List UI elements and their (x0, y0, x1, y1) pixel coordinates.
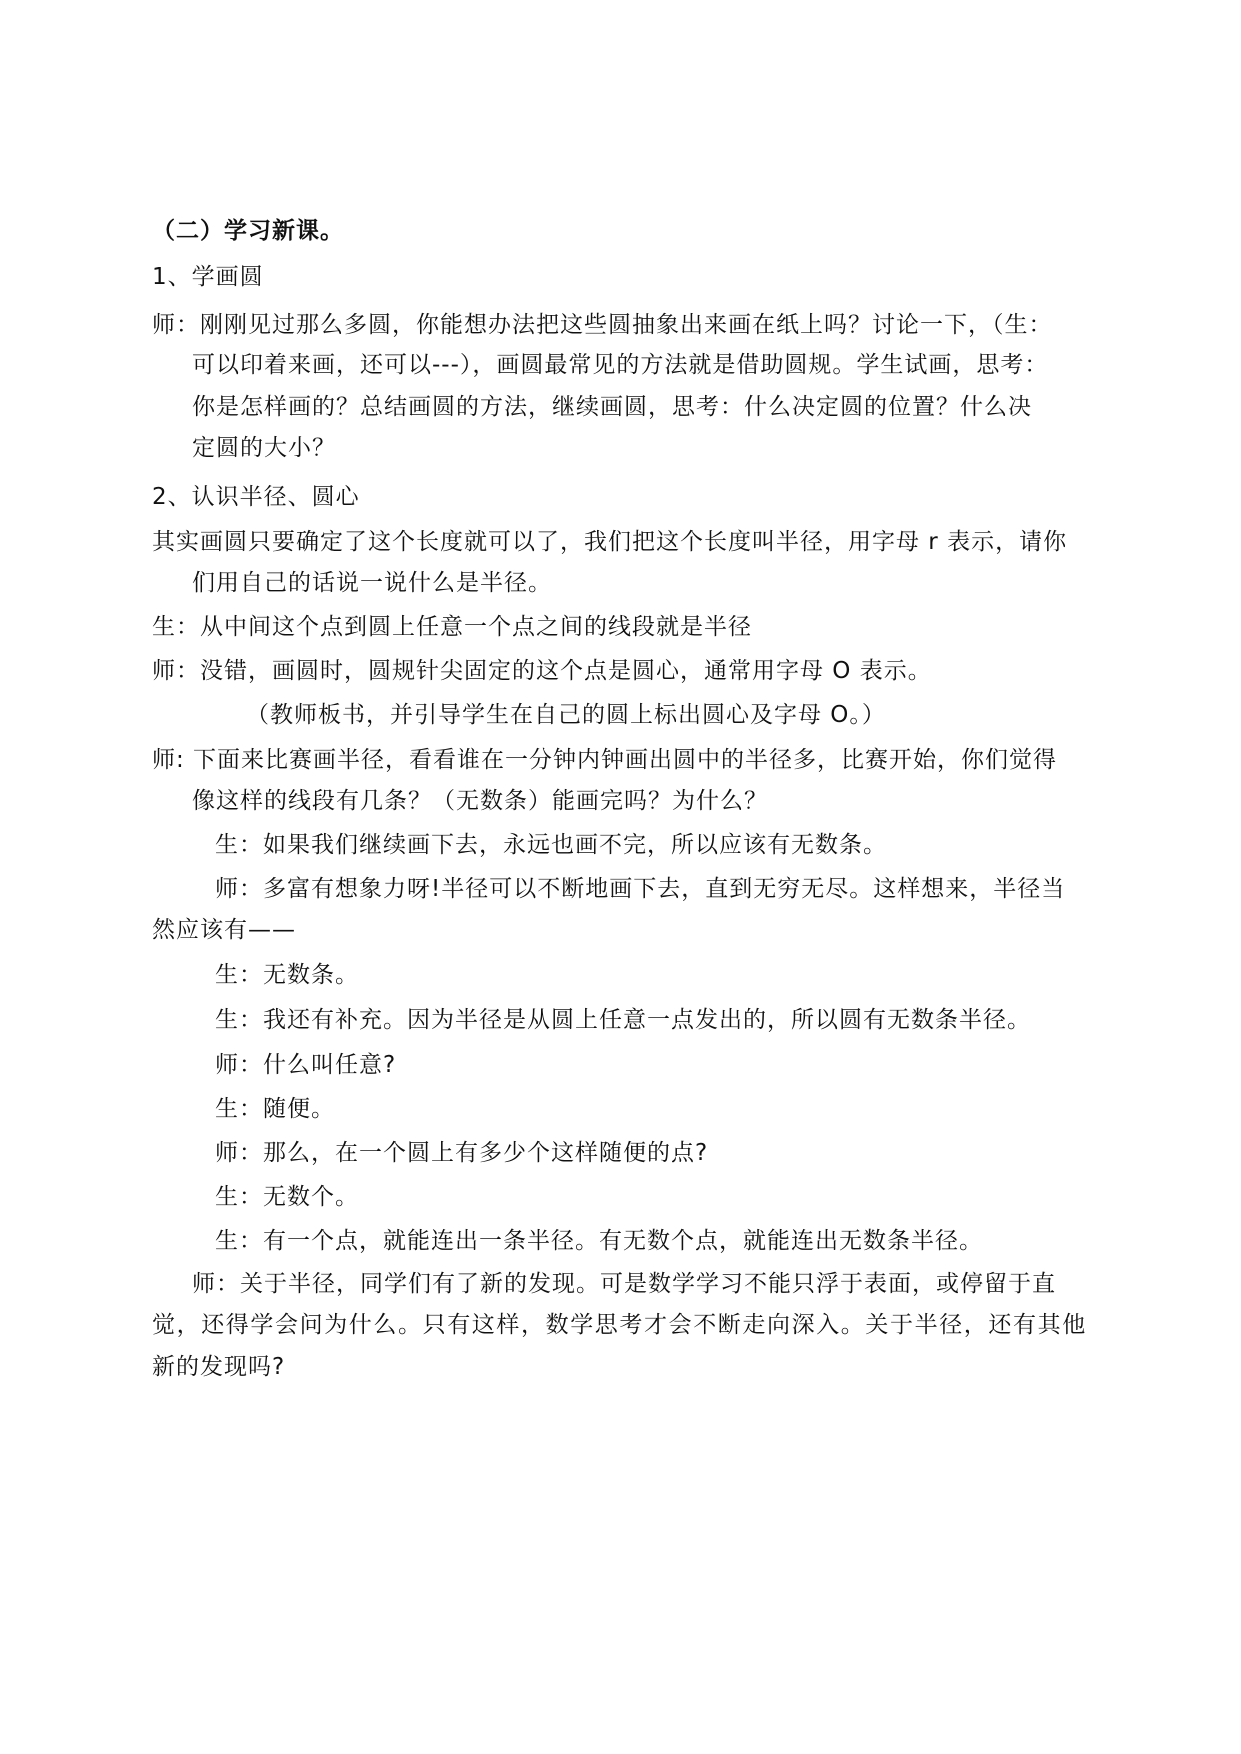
teacher-note: （教师板书，并引导学生在自己的圆上标出圆心及字母 O。） (246, 702, 886, 728)
paragraph-line: 其实画圆只要确定了这个长度就可以了，我们把这个长度叫半径，用字母 r 表示，请你 (152, 529, 1068, 555)
paragraph-line: 定圆的大小？ (192, 435, 336, 461)
dialogue-line: 生：无数个。 (215, 1184, 359, 1210)
dialogue-line: 师：什么叫任意? (215, 1052, 397, 1078)
dialogue-line: 生：有一个点，就能连出一条半径。有无数个点，就能连出无数条半径。 (215, 1228, 983, 1254)
dialogue-line: 生：从中间这个点到圆上任意一个点之间的线段就是半径 (152, 614, 752, 640)
paragraph-line: 像这样的线段有几条？（无数条）能画完吗？为什么？ (192, 788, 768, 814)
dialogue-line: 生：我还有补充。因为半径是从圆上任意一点发出的，所以圆有无数条半径。 (215, 1007, 1031, 1033)
dialogue-line: 生：无数条。 (215, 962, 359, 988)
dialogue-line: 师：那么，在一个圆上有多少个这样随便的点? (215, 1140, 709, 1166)
paragraph-line: 你是怎样画的？总结画圆的方法，继续画圆，思考：什么决定圆的位置？什么决 (192, 394, 1032, 420)
dialogue-line: 师：没错，画圆时，圆规针尖固定的这个点是圆心，通常用字母 O 表示。 (152, 658, 932, 684)
paragraph-line: 可以印着来画，还可以---），画圆最常见的方法就是借助圆规。学生试画，思考： (192, 352, 1049, 378)
dialogue-line: 师: 下面来比赛画半径，看看谁在一分钟内钟画出圆中的半径多，比赛开始，你们觉得 (152, 747, 1058, 773)
section-heading: （二）学习新课。 (152, 218, 344, 244)
paragraph-line: 师：刚刚见过那么多圆，你能想办法把这些圆抽象出来画在纸上吗？讨论一下，（生： (152, 312, 1053, 338)
dialogue-line: 师：关于半径，同学们有了新的发现。可是数学学习不能只浮于表面，或停留于直 (192, 1271, 1056, 1297)
dialogue-line: 生：随便。 (215, 1096, 335, 1122)
dialogue-line: 生：如果我们继续画下去，永远也画不完，所以应该有无数条。 (215, 832, 887, 858)
paragraph-line: 觉，还得学会问为什么。只有这样，数学思考才会不断走向深入。关于半径，还有其他 (152, 1312, 1087, 1338)
dialogue-line: 师：多富有想象力呀!半径可以不断地画下去，直到无穷无尽。这样想来，半径当 (215, 876, 1066, 902)
paragraph-line: 然应该有—— (152, 917, 296, 943)
subsection-title-draw-circle: 1、学画圆 (152, 264, 264, 290)
paragraph-line: 们用自己的话说一说什么是半径。 (192, 570, 552, 596)
subsection-title-radius-center: 2、认识半径、圆心 (152, 484, 360, 510)
paragraph-line: 新的发现吗? (152, 1354, 286, 1380)
